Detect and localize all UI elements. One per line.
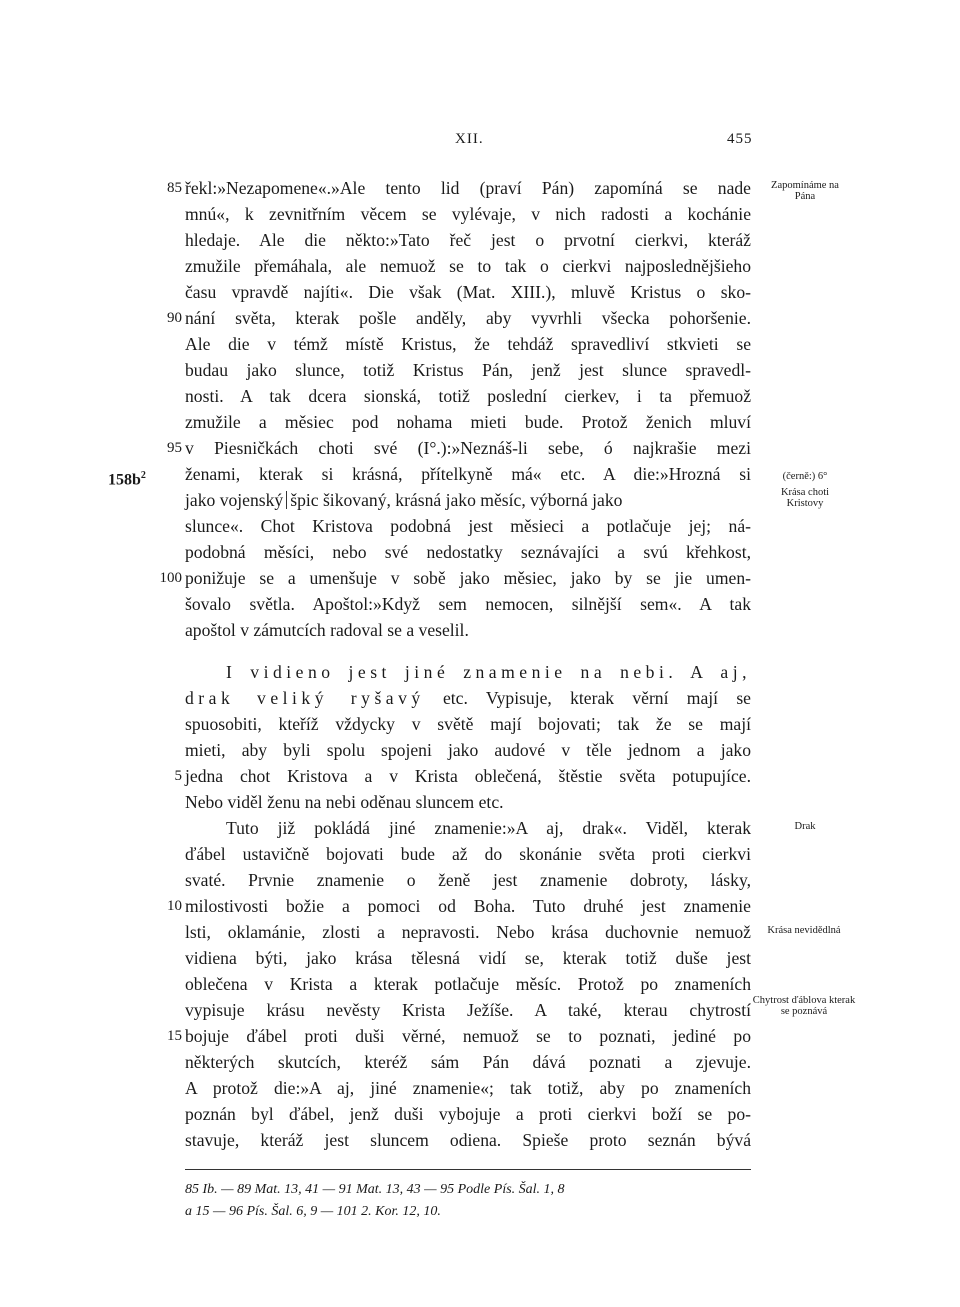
text-line: ženami, kterak si krásná, přítelkyně má« etc. A die:»Hrozná si — [185, 464, 751, 484]
text-line: budau jako slunce, totiž Kristus Pán, jenž jest slunce spravedl- — [185, 360, 751, 380]
margin-note: Krása choti Kristovy — [780, 487, 830, 509]
line-number: 5 — [174, 768, 182, 784]
line-number: 15 — [167, 1028, 182, 1044]
margin-note: (černě:) 6° — [782, 471, 828, 482]
text-line-with-column-break: jako vojenský špic šikovaný, krásná jako měsíc, výborná jako — [185, 490, 623, 510]
text-line: vidiena býti, jako krása tělesná vidí se, kterak totiž duše jest — [185, 948, 751, 968]
text-line: zmužile a měsiec pod nohama mieti bude. Protož ženich mluví — [185, 412, 751, 432]
text-line: Nebo viděl ženu na nebi oděnau sluncem etc. — [185, 792, 504, 812]
text-line: ďábel ustavičně bojovati bude až do skonánie světa proti cierkvi — [185, 844, 751, 864]
text-line: hledaje. Ale die někto:»Tato řeč jest o prvotní cierkvi, kteráž — [185, 230, 751, 250]
text-line: šovalo světla. Apoštol:»Když sem nemocen, silnější sem«. A tak — [185, 594, 751, 614]
text-line: v Piesničkách choti své (I°.):»Neznáš-li sebe, ó najkrašie mezi — [185, 438, 751, 458]
page-number: 455 — [727, 131, 753, 147]
margin-note: Drak — [794, 821, 816, 832]
text-line: mieti, aby byli spolu spojeni jako audové v těle jednom a jako — [185, 740, 751, 760]
column-break-mark — [286, 491, 287, 509]
text-line: některých skutcích, kteréž sám Pán dává poznati a zjevuje. — [185, 1052, 751, 1072]
text-line: apoštol v zámutcích radoval se a veselil. — [185, 620, 469, 640]
footnote-line: 85 Ib. — 89 Mat. 13, 41 — 91 Mat. 13, 43 — 95 Podle Pís. Šal. 1, 8 — [185, 1182, 565, 1197]
line-number: 85 — [167, 180, 182, 196]
line-number: 100 — [159, 570, 182, 586]
text-line: mnú«, k zevnitřním věcem se vylévaje, v nich radosti a kochánie — [185, 204, 751, 224]
chapter-number: XII. — [455, 131, 484, 147]
text-line: nosti. A tak dcera sionská, totiž poslední cierkev, i ta přemuož — [185, 386, 751, 406]
text-line: oblečena v Krista a kterak potlačuje měsíc. Protož po znameních — [185, 974, 751, 994]
text-line: nání světa, kterak pošle anděly, aby vyvrhli všecka pohoršenie. — [185, 308, 751, 328]
line-number: 95 — [167, 440, 182, 456]
footnote-rule — [185, 1169, 751, 1170]
text-line: ponižuje se a umenšuje v sobě jako měsiec, jako by se jie umen- — [185, 568, 751, 588]
footnote-line: a 15 — 96 Pís. Šal. 6, 9 — 101 2. Kor. 12, 10. — [185, 1204, 441, 1219]
margin-note: Chytrost ďáblova kterak se poznává — [752, 995, 856, 1017]
text-line: A protož die:»A aj, jiné znamenie«; tak totiž, aby po znameních — [185, 1078, 751, 1098]
line-number: 10 — [167, 898, 182, 914]
text-line: řekl:»Nezapomene«.»Ale tento lid (praví Pán) zapomíná se nade — [185, 178, 751, 198]
text-line: drak veliký ryšavý etc. Vypisuje, kterak věrní mají se — [185, 688, 751, 708]
signature-mark: $158b^2$ — [108, 470, 146, 489]
text-line: podobná měsíci, nebo své nedostatky seznávajíci a svú křehkost, — [185, 542, 751, 562]
text-line: stavuje, kteráž jest sluncem odiena. Spieše proto seznán bývá — [185, 1130, 751, 1150]
text-line: slunce«. Chot Kristova podobná jest měsieci a potlačuje jej; ná- — [185, 516, 751, 536]
margin-note: Krása nevidědlná — [767, 925, 841, 936]
margin-note: Zapomínáme na Pána — [771, 180, 839, 202]
text-line: jedna chot Kristova a v Krista oblečená, štěstie světa potupujíce. — [185, 766, 751, 786]
text-line: svaté. Prvnie znamenie o ženě jest znamenie dobroty, lásky, — [185, 870, 751, 890]
text-line: Ale die v témž místě Kristus, že tehdáž spravedliví stkvieti se — [185, 334, 751, 354]
text-line: poznán byl ďábel, jenž duši vybojuje a proti cierkvi boží se po- — [185, 1104, 751, 1124]
text-line: spuosobiti, kteříž vždycky v světě mají bojovati; tak že se mají — [185, 714, 751, 734]
text-line: vypisuje krásu nevěsty Krista Ježíše. A také, kterau chytrostí — [185, 1000, 751, 1020]
line-number: 90 — [167, 310, 182, 326]
text-line: bojuje ďábel proti duši věrné, nemuož se to poznati, jediné po — [185, 1026, 751, 1046]
text-line: Tuto již pokládá jiné znamenie:»A aj, drak«. Viděl, kterak — [226, 818, 751, 838]
text-line: I vidieno jest jiné znamenie na nebi. A aj, — [226, 662, 751, 682]
text-line: lsti, oklamánie, zlosti a nepravosti. Nebo krása duchovnie nemuož — [185, 922, 751, 942]
text-line: zmužile přemáhala, ale nemuož se to tak o cierkvi najposlednějšieho — [185, 256, 751, 276]
text-line: času vpravdě najíti«. Die však (Mat. XIII.), mluvě Kristus o sko- — [185, 282, 751, 302]
text-line: milostivosti božie a pomoci od Boha. Tuto druhé jest znamenie — [185, 896, 751, 916]
